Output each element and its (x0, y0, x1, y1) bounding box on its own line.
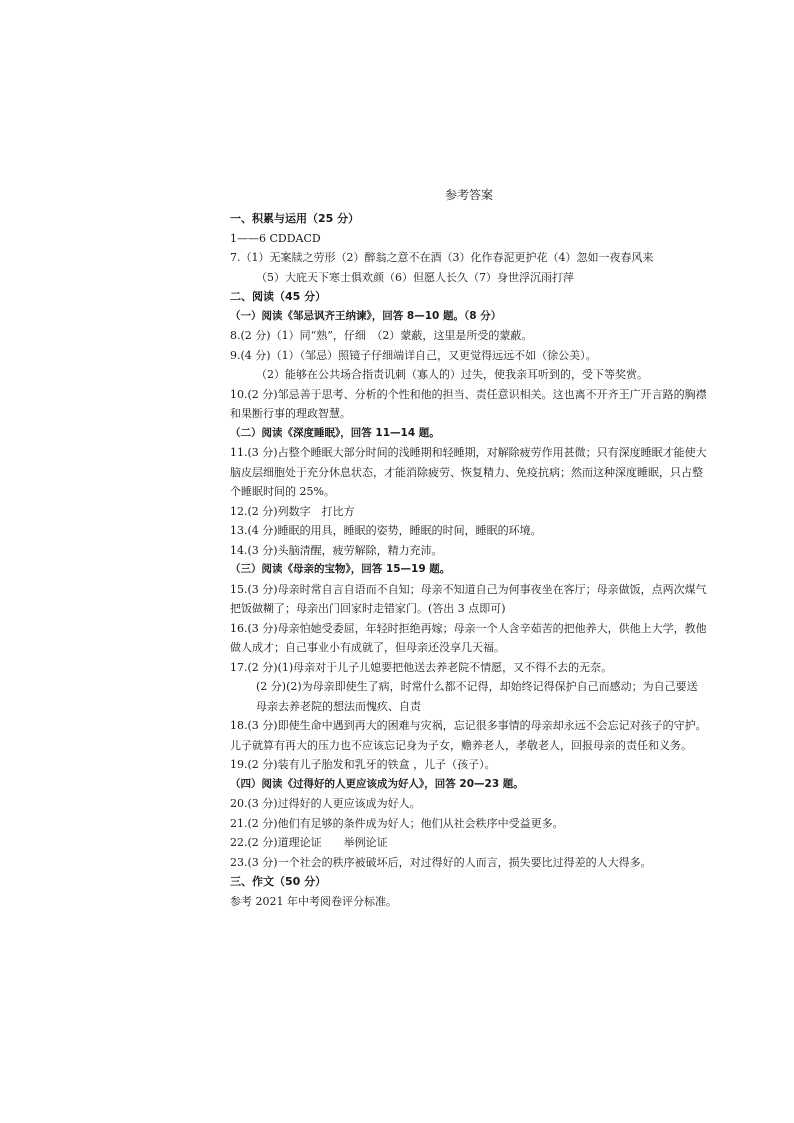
answer-line: 16.(3 分)母亲怕她受委屈，年轻时拒绝再嫁；母亲一个人含辛茹苦的把他养大，供他上大学，教他做人成才；自己事业小有成就了，但母亲还没享几天福。 (230, 621, 707, 654)
subsection-heading: （四）阅读《过得好的人更应该成为好人》，回答 20—23 题。 (230, 777, 524, 790)
answer-line: 8.(2 分)（1）同“熟”，仔细 （2）蒙蔽，这里是所受的蒙蔽。 (230, 329, 533, 342)
answer-line: 22.(2 分)道理论证 举例论证 (230, 836, 388, 849)
answer-line: 10.(2 分)邹忌善于思考、分析的个性和他的担当、责任意识相关。这也离不开齐王广开言路的胸襟和果断行事的理政智慧。 (230, 387, 707, 420)
answer-line: 9.(4 分)（1）（邹忌）照镜子仔细端详自己，又更觉得远远不如（徐公美）。 (230, 348, 597, 362)
answer-line: （2）能够在公共场合指责讥刺（寡人的）过失，使我亲耳听到的，受下等奖赏。 (256, 368, 648, 381)
section-heading: 三、作文（50 分） (230, 875, 327, 888)
answer-key-page (230, 187, 708, 911)
answer-line: 1——6 CDDACD (230, 231, 321, 245)
answer-line: 18.(3 分)即使生命中遇到再大的困难与灾祸，忘记很多事情的母亲却永远不会忘记对孩子的守护。儿子就算有再大的压力也不应该忘记身为子女，赡养老人，孝敬老人，回报母亲的责任和义务。 (230, 719, 707, 752)
answer-line: 19.(2 分)装有儿子胎发和乳牙的铁盒 ，儿子（孩子）。 (230, 758, 496, 771)
answer-line: 7.（1）无案牍之劳形（2）醉翁之意不在酒（3）化作春泥更护花（4）忽如一夜春风来 (230, 251, 654, 264)
answer-line: 12.(2 分)列数字 打比方 (230, 504, 355, 518)
subsection-heading: （二）阅读《深度睡眠》，回答 11—14 题。 (230, 426, 440, 439)
subsection-heading: （一）阅读《邹忌讽齐王纳谏》，回答 8—10 题。（8 分） (230, 309, 502, 322)
answer-line: 21.(2 分)他们有足够的条件成为好人；他们从社会秩序中受益更多。 (230, 816, 564, 830)
page-title: 参考答案 (444, 188, 493, 202)
answer-line: 20.(3 分)过得好的人更应该成为好人。 (230, 797, 421, 810)
answer-line: 23.(3 分)一个社会的秩序被破坏后，对过得好的人而言，损失要比过得差的人大得多。 (230, 855, 652, 869)
answer-line: 11.(3 分)占整个睡眠大部分时间的浅睡期和轻睡期，对解除疲劳作用甚微；只有深度睡眠才能使大脑皮层细胞处于充分休息状态，才能消除疲劳、恢复精力、免疫抗病；然而这种深度睡眠，只占整个睡眠时间的 25%。 (230, 446, 707, 498)
answer-line: 17.(2 分)(1)母亲对于儿子儿媳要把他送去养老院不情愿，又不得不去的无奈。 (230, 660, 613, 674)
subsection-heading: （三）阅读《母亲的宝物》，回答 15—19 题。 (230, 563, 451, 575)
answer-line: 13.(4 分)睡眠的用具，睡眠的姿势，睡眠的时间，睡眠的环境。 (230, 524, 542, 537)
section-heading: 一、积累与运用（25 分） (230, 212, 360, 225)
section-heading: 二、阅读（45 分） (230, 290, 327, 303)
answer-line: 14.(3 分)头脑清醒，疲劳解除，精力充沛。 (230, 543, 443, 557)
answer-lines (230, 209, 708, 911)
answer-line: 15.(3 分)母亲时常自言自语而不自知；母亲不知道自己为何事夜坐在客厅；母亲做饭，点两次煤气把饭做糊了；母亲出门回家时走错家门。(答出 3 点即可) (230, 582, 707, 615)
answer-line: （5）大庇天下寒士俱欢颜（6）但愿人长久（7）身世浮沉雨打萍 (256, 270, 574, 284)
answer-line: (2 分)(2)为母亲即使生了病，时常什么都不记得，却始终记得保护自己而感动；为自己要送母亲去养老院的想法而愧疚、自责 (256, 680, 698, 713)
answer-line: 参考 2021 年中考阅卷评分标准。 (230, 894, 397, 908)
